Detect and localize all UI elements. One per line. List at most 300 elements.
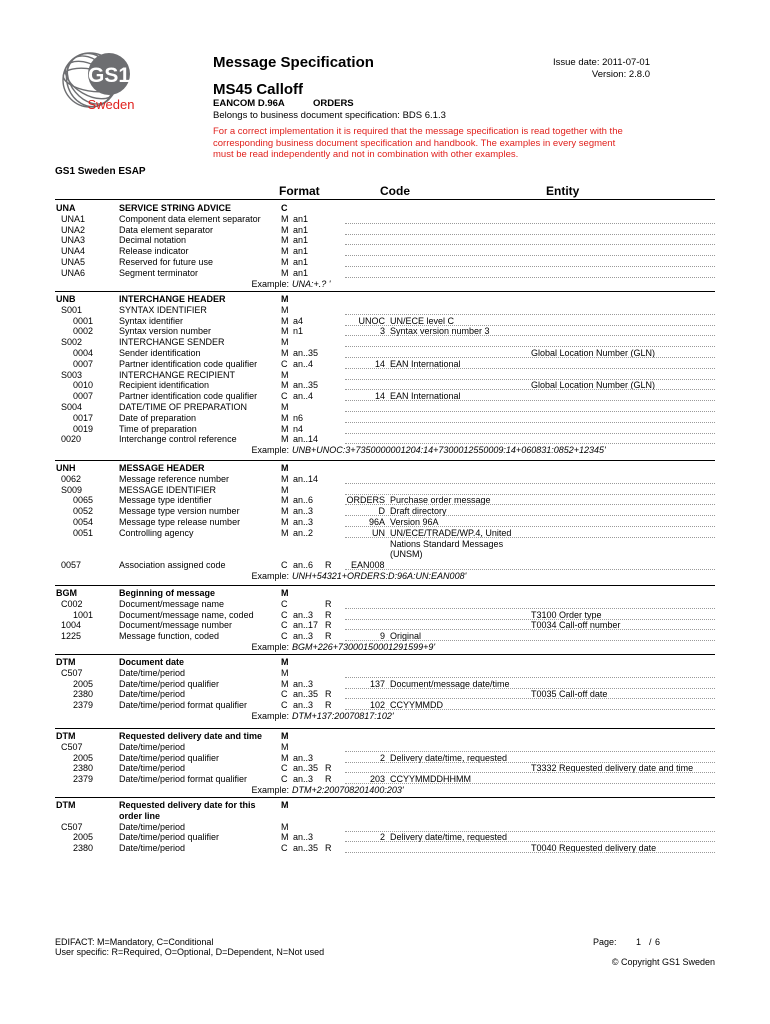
svg-text:Sweden: Sweden [87,97,135,112]
element-format: an..3 [293,774,314,785]
example-value: DTM+2:200708201400:203' [292,784,404,795]
element-tag: S004 [61,401,83,412]
code-description: UN/ECE level C [390,315,455,326]
element-tag: S003 [61,369,83,380]
element-tag: DTM [56,731,76,741]
segment-block [0,463,770,582]
code-value: ORDERS [346,495,385,506]
element-description: Message type identifier [119,495,212,506]
table-row [0,599,770,610]
table-row [0,402,770,413]
code-description: UN/ECE/TRADE/WP.4, United [390,527,512,538]
element-tag: 0065 [73,495,94,506]
element-description: Segment terminator [119,267,199,278]
segment-header-row [0,731,770,742]
footer-legend-edifact: EDIFACT: M=Mandatory, C=Conditional [55,937,214,947]
table-row [0,246,770,257]
mandatory-flag: M [281,506,289,517]
code-description: Nations Standard Messages [390,538,504,549]
page-total: 6 [655,937,661,947]
element-description: Document/message name [119,598,225,609]
element-tag: UNA3 [61,235,86,246]
element-description: Date/time/period qualifier [119,832,220,843]
entity-name: Global Location Number (GLN) [531,380,656,391]
segment-divider [55,797,715,798]
element-description: Date of preparation [119,412,197,423]
entity-name: T3100 Order type [531,609,602,620]
element-description: Sender identification [119,347,201,358]
table-row [0,495,770,506]
mandatory-flag: C [281,560,288,571]
element-description: Release indicator [119,246,189,257]
column-header-entity: Entity [546,184,580,198]
page-label: Page: [593,937,617,947]
mandatory-flag: C [281,203,288,213]
segment-header-row [0,203,770,214]
element-tag: 0007 [73,391,94,402]
code-value: 2 [379,752,385,763]
element-format: an..3 [293,700,314,711]
element-description: MESSAGE HEADER [119,463,205,473]
mandatory-flag: C [281,763,288,774]
table-row [0,326,770,337]
table-row [0,843,770,854]
example-label: Example: [251,570,289,581]
mandatory-flag: M [281,213,289,224]
element-description: Message reference number [119,473,230,484]
element-format: n1 [293,326,304,337]
footer-legend-user: User specific: R=Required, O=Optional, D=Dependent, N=Not used [55,947,325,957]
svg-text:GS1: GS1 [87,64,131,87]
mandatory-flag: M [281,224,289,235]
code-value: 3 [379,326,385,337]
element-tag: 1001 [73,609,94,620]
table-row [0,763,770,774]
mandatory-flag: M [281,401,289,412]
element-tag: 0001 [73,315,94,326]
segment-divider [55,728,715,729]
mandatory-flag: C [281,609,288,620]
mandatory-flag: M [281,832,289,843]
requirement-flag: R [325,700,332,711]
entity-name: Global Location Number (GLN) [531,347,656,358]
element-format: an1 [293,256,309,267]
element-format: an..35 [293,689,319,700]
element-description: Syntax version number [119,326,212,337]
code-value: 14 [374,358,385,369]
element-description: Requested delivery date and time [119,731,263,741]
code-description: Document/message date/time [390,678,510,689]
section-heading: GS1 Sweden ESAP [55,166,146,177]
element-description: Date/time/period [119,741,186,752]
example-value: DTM+137:20070817:102' [292,710,394,721]
element-format: an..6 [293,560,314,571]
table-row [0,549,770,560]
table-row [0,689,770,700]
entity-name: T3332 Requested delivery date and time [531,763,694,774]
example-label: Example: [251,710,289,721]
table-row [0,517,770,528]
element-tag: UNA4 [61,246,86,257]
mandatory-flag: M [281,326,289,337]
mandatory-flag: C [281,700,288,711]
table-row [0,742,770,753]
code-description: EAN International [390,391,461,402]
element-format: an..14 [293,473,319,484]
code-value: 2 [379,832,385,843]
mandatory-flag: C [281,358,288,369]
mandatory-flag: M [281,588,289,598]
element-tag: UNA [56,203,76,213]
mandatory-flag: M [281,304,289,315]
element-description: Association assigned code [119,560,226,571]
code-description: (UNSM) [390,549,423,560]
element-description: Message type release number [119,516,241,527]
mandatory-flag: C [281,689,288,700]
table-row [0,610,770,621]
mandatory-flag: C [281,391,288,402]
table-row [0,391,770,402]
element-description: Message type version number [119,506,240,517]
segment-block [0,800,770,854]
mandatory-flag: M [281,821,289,832]
example-label: Example: [251,784,289,795]
element-format: an..6 [293,495,314,506]
mandatory-flag: M [281,267,289,278]
requirement-flag: R [325,609,332,620]
copyright: © Copyright GS1 Sweden [611,957,715,967]
element-tag: UNA1 [61,213,86,224]
element-tag: 0010 [73,380,94,391]
element-format: an1 [293,267,309,278]
code-value: UNOC [358,315,385,326]
table-row [0,337,770,348]
entity-name: T0035 Call-off date [531,689,608,700]
element-description: Time of preparation [119,423,197,434]
element-tag: S001 [61,304,83,315]
mandatory-flag: C [281,631,288,642]
segment-header-row [0,800,770,811]
segment-header-row [0,294,770,305]
page-number: 1 [636,937,642,947]
element-tag: 2380 [73,843,94,854]
mandatory-flag: M [281,678,289,689]
element-tag: 2379 [73,774,94,785]
element-format: an..3 [293,832,314,843]
code-description: Original [390,631,422,642]
code-value: 203 [369,774,385,785]
message-code: MS45 Calloff [213,81,304,98]
element-format: an1 [293,235,309,246]
element-description: Partner identification code qualifier [119,391,258,402]
requirement-flag: R [325,631,332,642]
element-description: Data element separator [119,224,214,235]
segment-block [0,731,770,796]
example-row [0,445,770,456]
segment-header-row [0,811,770,822]
element-tag: S002 [61,337,83,348]
table-row [0,528,770,539]
requirement-flag: R [325,689,332,700]
table-row [0,774,770,785]
element-description: INTERCHANGE HEADER [119,294,226,304]
element-description: INTERCHANGE RECIPIENT [119,369,236,380]
example-value: UNA:+.? ' [292,278,331,289]
element-description: Controlling agency [119,527,194,538]
element-format: an..35 [293,763,319,774]
segment-divider [55,654,715,655]
mandatory-flag: M [281,315,289,326]
mandatory-flag: M [281,516,289,527]
element-description: Date/time/period [119,689,186,700]
element-format: an..17 [293,620,319,631]
element-tag: 1004 [61,620,82,631]
element-format: an..3 [293,609,314,620]
element-tag: UNA6 [61,267,86,278]
element-format: an1 [293,246,309,257]
mandatory-flag: M [281,434,289,445]
mandatory-flag: M [281,752,289,763]
table-row [0,631,770,642]
example-row [0,571,770,582]
table-row [0,380,770,391]
table-row [0,413,770,424]
element-description: Document/message name, coded [119,609,254,620]
element-tag: UNA5 [61,256,86,267]
requirement-flag: R [325,843,332,854]
element-tag: 2380 [73,689,94,700]
element-tag: 2380 [73,763,94,774]
mandatory-flag: M [281,380,289,391]
element-tag: 0051 [73,527,94,538]
table-row [0,700,770,711]
header-divider [55,199,715,200]
requirement-flag: R [325,763,332,774]
document-title: Message Specification [213,54,374,71]
element-description: Date/time/period format qualifier [119,700,248,711]
element-description: Date/time/period [119,843,186,854]
mandatory-flag: M [281,294,289,304]
element-description: Reserved for future use [119,256,214,267]
segment-divider [55,585,715,586]
element-format: n6 [293,412,304,423]
element-description: Document/message number [119,620,233,631]
element-description: Interchange control reference [119,434,237,445]
element-tag: BGM [56,588,77,598]
requirement-flag: R [325,598,332,609]
example-row [0,642,770,653]
table-row [0,506,770,517]
element-description: Component data element separator [119,213,261,224]
mandatory-flag: M [281,473,289,484]
element-description: MESSAGE IDENTIFIER [119,484,217,495]
element-description: Message function, coded [119,631,220,642]
element-description: DATE/TIME OF PREPARATION [119,401,248,412]
column-header-format: Format [279,184,320,198]
element-tag: 2005 [73,832,94,843]
code-value: 96A [368,516,385,527]
table-row [0,822,770,833]
example-label: Example: [251,278,289,289]
issue-date: Issue date: 2011-07-01 [552,57,650,68]
table-row [0,370,770,381]
element-format: an..3 [293,506,314,517]
mandatory-flag: M [281,369,289,380]
code-description: CCYYMMDD [390,700,443,711]
element-description: Partner identification code qualifier [119,358,258,369]
element-description: Date/time/period [119,667,186,678]
element-tag: UNA2 [61,224,86,235]
element-tag: C002 [61,598,83,609]
code-value: 102 [369,700,385,711]
element-tag: 2379 [73,700,94,711]
table-row [0,424,770,435]
element-format: an..4 [293,358,314,369]
segment-header-row [0,463,770,474]
element-tag: 0002 [73,326,94,337]
element-tag: 0054 [73,516,94,527]
mandatory-flag: M [281,527,289,538]
element-format: an..3 [293,678,314,689]
mandatory-flag: M [281,423,289,434]
mandatory-flag: C [281,598,288,609]
table-row [0,235,770,246]
segment-block [0,657,770,722]
segment-block [0,294,770,456]
element-description: Decimal notation [119,235,187,246]
segment-block [0,588,770,653]
element-description: Date/time/period qualifier [119,752,220,763]
mandatory-flag: M [281,741,289,752]
element-description: Date/time/period format qualifier [119,774,248,785]
element-format: an..3 [293,631,314,642]
example-value: BGM+226+73000150001291599+9' [292,641,436,652]
business-document-reference: Belongs to business document specification: BDS 6.1.3 [213,110,446,121]
element-tag: DTM [56,657,76,667]
table-row [0,214,770,225]
element-format: an..35 [293,380,319,391]
code-description: Syntax version number 3 [390,326,490,337]
element-format: an..35 [293,347,319,358]
element-tag: 0052 [73,506,94,517]
table-row [0,348,770,359]
code-value: 137 [369,678,385,689]
element-tag: 0004 [73,347,94,358]
segment-header-row [0,657,770,668]
element-description: Beginning of message [119,588,216,598]
page-separator: / [649,937,652,947]
table-row [0,359,770,370]
element-description: order line [119,810,161,821]
element-description: Requested delivery date for this [119,800,256,810]
mandatory-flag: M [281,731,289,741]
element-tag: 2005 [73,752,94,763]
element-tag: C507 [61,667,83,678]
code-description: Draft directory [390,506,447,517]
table-row [0,620,770,631]
element-tag: DTM [56,800,76,810]
element-tag: C507 [61,821,83,832]
element-format: a4 [293,315,304,326]
element-format: an..35 [293,843,319,854]
element-description: SYNTAX IDENTIFIER [119,304,207,315]
element-tag: 0017 [73,412,94,423]
element-tag: UNH [56,463,76,473]
element-tag: C507 [61,741,83,752]
column-header-code: Code [380,184,410,198]
element-format: an..4 [293,391,314,402]
element-description: Date/time/period [119,763,186,774]
table-row [0,225,770,236]
element-description: Date/time/period qualifier [119,678,220,689]
table-row [0,474,770,485]
table-row [0,560,770,571]
mandatory-flag: M [281,256,289,267]
element-tag: 0007 [73,358,94,369]
element-format: an..14 [293,434,319,445]
element-tag: 0062 [61,473,82,484]
table-row [0,268,770,279]
table-row [0,485,770,496]
example-row [0,279,770,290]
element-tag: S009 [61,484,83,495]
element-format: an..3 [293,752,314,763]
element-tag: 2005 [73,678,94,689]
mandatory-flag: M [281,657,289,667]
standard-name: EANCOM D.96A [213,98,285,109]
entity-name: T0040 Requested delivery date [531,843,657,854]
mandatory-flag: M [281,667,289,678]
example-label: Example: [251,641,289,652]
element-format: n4 [293,423,304,434]
mandatory-flag: M [281,800,289,810]
element-description: INTERCHANGE SENDER [119,337,225,348]
table-row [0,305,770,316]
segment-divider [55,460,715,461]
dotted-leader [345,852,715,853]
table-row [0,257,770,268]
table-row [0,539,770,550]
element-description: SERVICE STRING ADVICE [119,203,232,213]
mandatory-flag: M [281,484,289,495]
code-value: EAN008 [351,560,385,571]
gs1-sweden-logo [57,49,163,119]
requirement-flag: R [325,560,332,571]
example-value: UNH+54321+ORDERS:D:96A:UN:EAN008' [292,570,467,581]
table-row [0,753,770,764]
element-format: an1 [293,213,309,224]
segment-header-row [0,588,770,599]
element-format: an..2 [293,527,314,538]
requirement-flag: R [325,774,332,785]
table-row [0,668,770,679]
code-description: Version 96A [390,516,439,527]
example-row [0,785,770,796]
code-description: Delivery date/time, requested [390,752,508,763]
mandatory-flag: C [281,843,288,854]
mandatory-flag: M [281,337,289,348]
code-description: Purchase order message [390,495,491,506]
element-format: an..3 [293,516,314,527]
code-description: CCYYMMDDHHMM [390,774,471,785]
implementation-notice: For a correct implementation it is required that the message specification is read together with the corresponding business document specification and handbook. The examples in every segment must be read independently and not in combination with other examples. [213,126,623,160]
element-tag: UNB [56,294,76,304]
element-tag: 1225 [61,631,82,642]
mandatory-flag: M [281,463,289,473]
requirement-flag: R [325,620,332,631]
segment-block [0,203,770,290]
element-tag: 0020 [61,434,82,445]
